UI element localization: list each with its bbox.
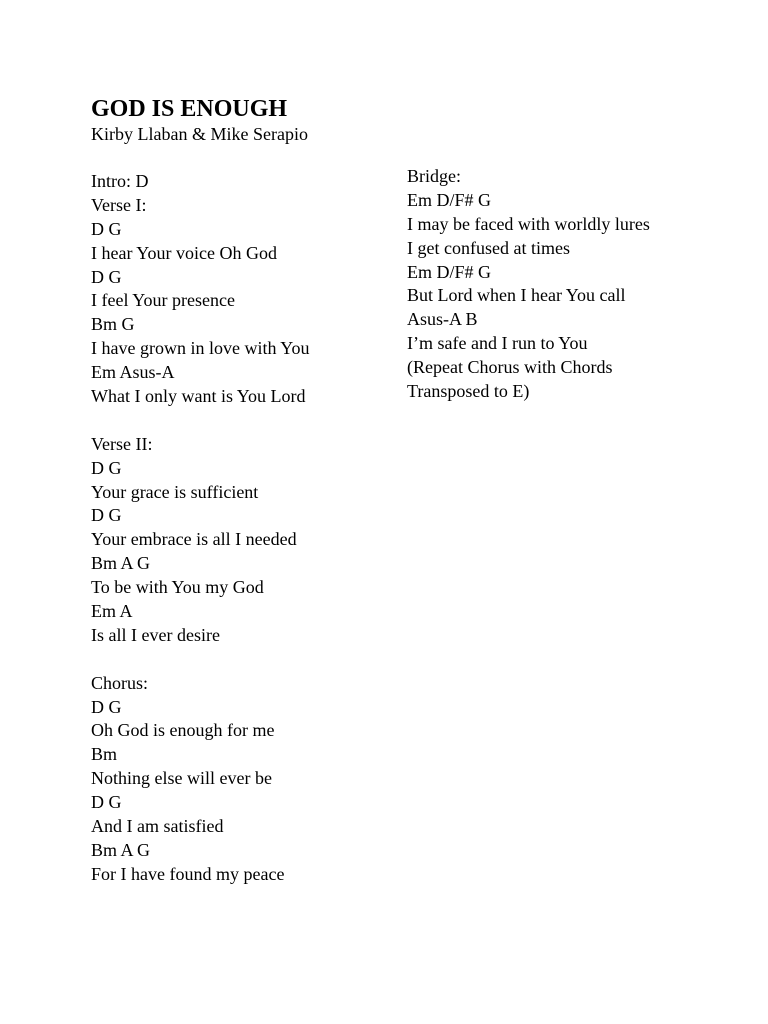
chord-line: D G — [91, 218, 122, 239]
chord-line: Em A — [91, 601, 133, 622]
repeat-note: (Repeat Chorus with Chords — [407, 357, 613, 378]
chord-line: Bm G — [91, 314, 135, 335]
chord-line: Em Asus-A — [91, 362, 175, 383]
lyric-line: I hear Your voice Oh God — [91, 242, 277, 263]
chord-line: D G — [91, 505, 122, 526]
lyric-line: I feel Your presence — [91, 290, 235, 311]
verse-2-heading: Verse II: — [91, 433, 153, 454]
chord-line: Em D/F# G — [407, 189, 492, 210]
lyric-line: For I have found my peace — [91, 863, 285, 884]
lyric-line: And I am satisfied — [91, 816, 224, 837]
chord-line: Bm — [91, 744, 118, 765]
lyric-line: But Lord when I hear You call — [407, 285, 626, 306]
section-spacer — [91, 648, 391, 672]
section-spacer — [91, 409, 391, 433]
chord-line: D G — [91, 792, 122, 813]
bridge-section — [407, 165, 747, 404]
verse-1-heading: Verse I: — [91, 194, 147, 215]
chorus-section — [91, 672, 391, 887]
lyric-line: I have grown in love with You — [91, 338, 310, 359]
lyric-line: Nothing else will ever be — [91, 768, 272, 789]
lyric-line: To be with You my God — [91, 577, 264, 598]
chord-line: Bm A G — [91, 553, 151, 574]
repeat-note: Transposed to E) — [407, 381, 530, 402]
lyric-line: I get confused at times — [407, 237, 570, 258]
bridge-heading: Bridge: — [407, 166, 461, 186]
song-authors: Kirby Llaban & Mike Serapio — [91, 124, 308, 144]
right-column — [407, 165, 747, 404]
chord-line: Em D/F# G — [407, 261, 492, 282]
chord-line: D G — [91, 696, 122, 717]
lyric-line: I may be faced with worldly lures — [407, 213, 650, 234]
chord-line: Asus-A B — [407, 309, 478, 330]
chord-line: D G — [91, 457, 122, 478]
lyric-line: Is all I ever desire — [91, 624, 220, 645]
lyric-line: Your grace is sufficient — [91, 481, 259, 502]
chord-line: D G — [91, 266, 122, 287]
chorus-heading: Chorus: — [91, 672, 149, 693]
verse-2-section — [91, 433, 391, 648]
left-column — [91, 170, 391, 887]
lyric-line: Your embrace is all I needed — [91, 529, 297, 550]
song-title: GOD IS ENOUGH — [91, 96, 288, 122]
lyric-line: Oh God is enough for me — [91, 720, 275, 741]
lyric-line: I’m safe and I run to You — [407, 333, 588, 354]
intro-line: Intro: D — [91, 171, 149, 191]
chord-line: Bm A G — [91, 839, 151, 860]
lyric-line: What I only want is You Lord — [91, 386, 306, 407]
verse-1-section — [91, 194, 391, 409]
